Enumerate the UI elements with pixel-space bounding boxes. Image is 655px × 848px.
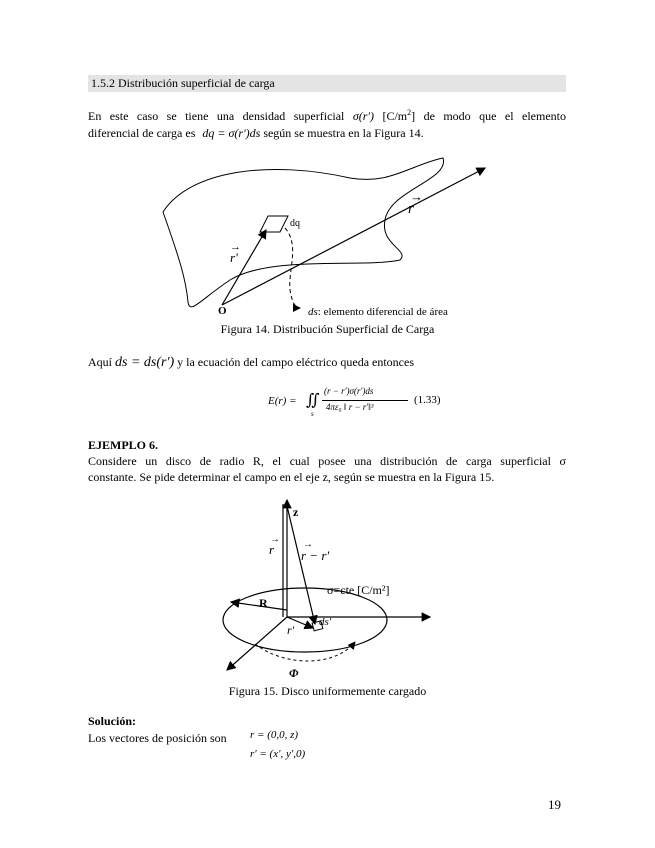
paragraph-2 xyxy=(88,352,566,373)
p1-text-b: de modo que el elemento xyxy=(423,109,566,123)
p2-aqui: Aquí xyxy=(88,355,112,369)
figure-15-caption: Figura 15. Disco uniformemente cargado xyxy=(228,684,427,698)
solution-text: Los vectores de posición son xyxy=(88,731,227,745)
fig15-label-ds: ds' xyxy=(319,616,332,628)
eq-lhs: E(r) = xyxy=(268,395,297,407)
svg-text:→: → xyxy=(270,534,280,545)
svg-text:→: → xyxy=(230,241,241,253)
units: $[C/m^2]$ xyxy=(382,108,416,123)
eq-numerator: (r − r')σ(r')ds xyxy=(324,386,374,396)
dq-element xyxy=(260,216,288,232)
p2-rest: y la ecuación del campo eléctrico queda entonces xyxy=(177,355,415,369)
vector-r-minus-r-prime xyxy=(287,506,315,624)
fig15-label-r-prime: r' xyxy=(287,623,295,637)
svg-text:→: → xyxy=(410,189,423,204)
p1-text-c: diferencial de carga es xyxy=(88,126,196,140)
p1-text-d: según se muestra en la Figura 14. xyxy=(263,126,424,140)
eq-integral-sub: s xyxy=(311,410,314,418)
figure-15 xyxy=(215,492,445,682)
fig15-label-r: r xyxy=(269,542,275,557)
page-number: 19 xyxy=(548,797,561,812)
charged-surface xyxy=(163,158,444,307)
svg-text:→: → xyxy=(303,539,313,550)
example-line-2: constante. Se pide determinar el campo en el eje z, según se muestra en la Figura 15. xyxy=(88,470,495,484)
vector-r xyxy=(222,168,485,305)
fig15-label-sigma: σ=cte [C/m²] xyxy=(327,583,390,597)
eq-integral: ∬ xyxy=(306,392,320,409)
example-line-1: Considere un disco de radio R, el cual posee una distribución de carga superficial σ xyxy=(88,454,566,468)
solution-eq-2: r' = (x', y',0) xyxy=(250,748,306,760)
equation-1-33 xyxy=(268,386,468,426)
dq-formula: dq = σ(r')ds xyxy=(202,126,261,140)
paragraph-1-line-2 xyxy=(88,123,566,143)
fig15-label-phi: Φ xyxy=(289,666,299,680)
fig14-label-r-prime: r' xyxy=(230,250,238,265)
solution-title: Solución: xyxy=(88,714,137,728)
solution-eq-1: r = (0,0, z) xyxy=(250,729,299,741)
fig15-label-r-minus-r-prime: r − r' xyxy=(301,548,330,563)
figure-14 xyxy=(150,150,520,325)
p1-text-a: En este caso se tiene una densidad superficial xyxy=(88,109,345,123)
charged-disc xyxy=(223,588,387,652)
fig15-label-z: z xyxy=(293,505,299,519)
section-title: 1.5.2 Distribución superficial de carga xyxy=(91,76,275,90)
eq-number: (1.33) xyxy=(414,394,441,406)
figure-14-caption: Figura 14. Distribución Superficial de Carga xyxy=(220,322,435,336)
ds-equation: ds = ds(r') xyxy=(115,355,175,370)
sigma-r-prime: σ(r') xyxy=(352,109,374,123)
x-axis xyxy=(227,617,287,670)
ds-description: ds: elemento diferencial de área xyxy=(308,306,448,318)
fig14-label-r: r xyxy=(408,201,414,217)
fig14-label-dq: dq xyxy=(290,218,300,229)
eq-denominator: 4πε₀ ‖ r − r'‖³ xyxy=(326,402,374,412)
eq-fraction-bar xyxy=(322,400,408,401)
fig15-label-R: R xyxy=(259,596,268,610)
example-title: EJEMPLO 6. xyxy=(88,438,159,452)
fig14-label-origin: O xyxy=(218,305,227,317)
